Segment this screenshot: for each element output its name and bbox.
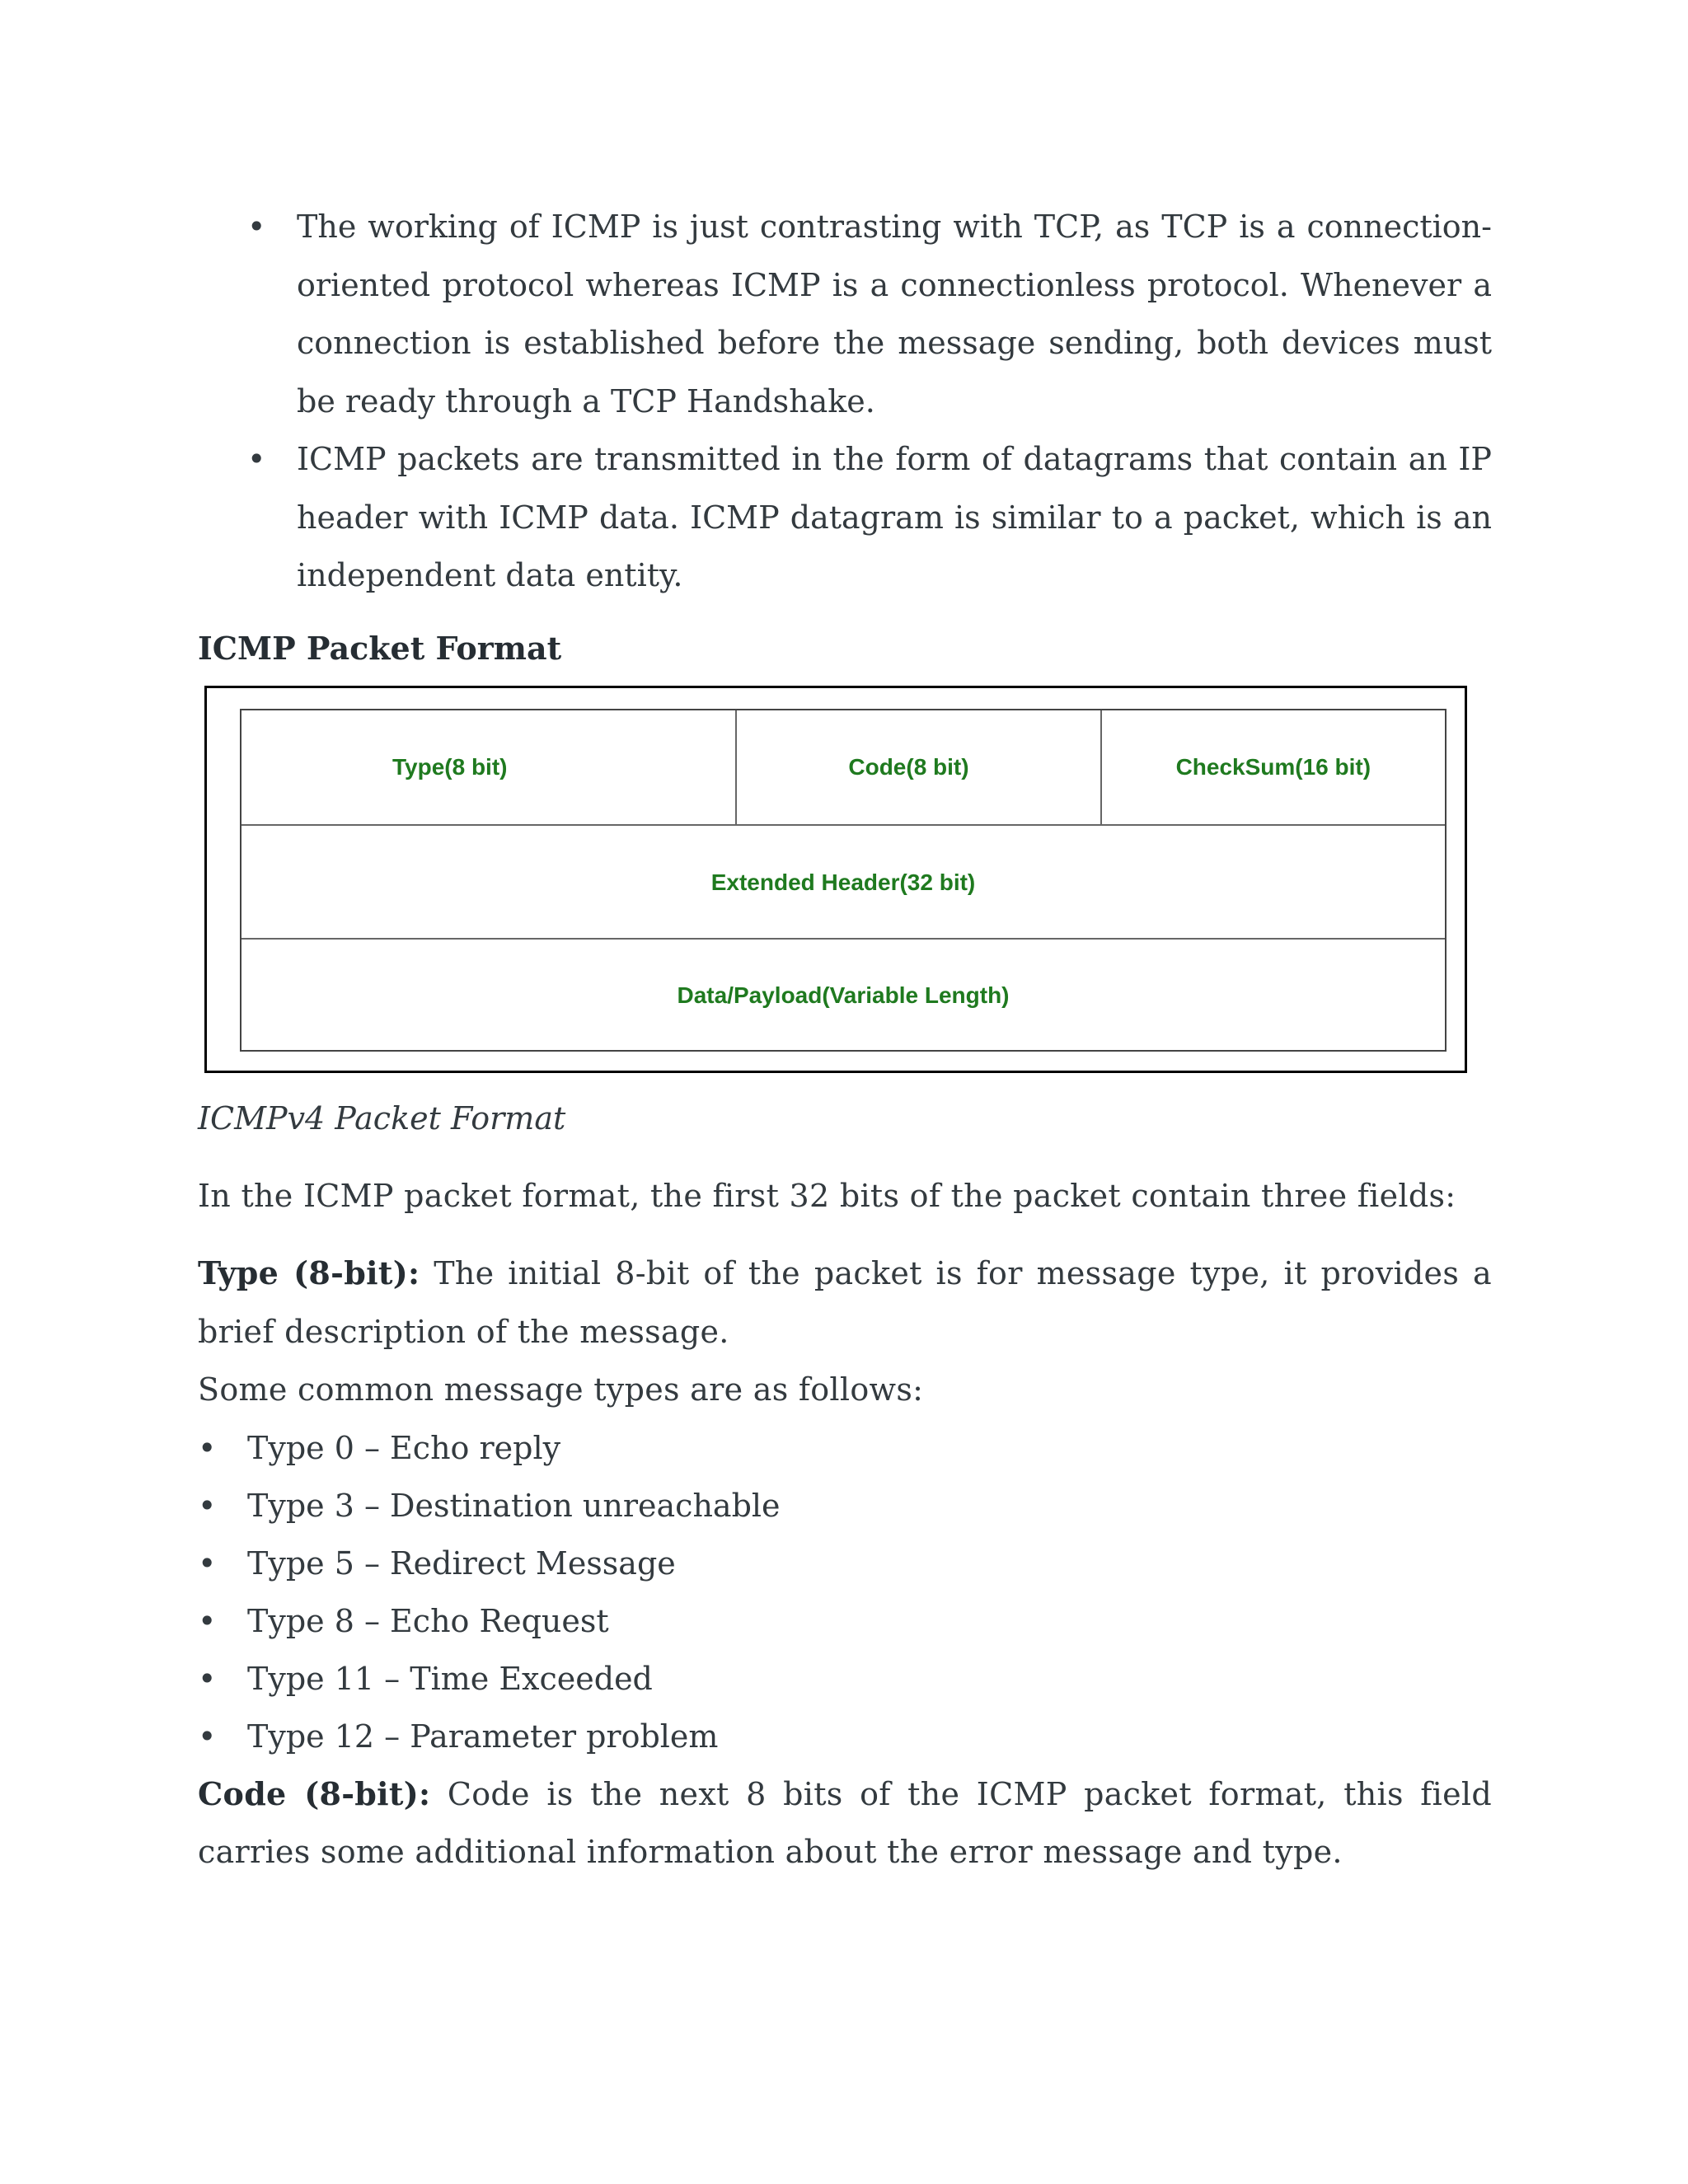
list-item	[198, 430, 1492, 605]
type-paragraph	[198, 1244, 1492, 1361]
bullet-icon: •	[247, 209, 266, 245]
message-type-text: Type 8 – Echo Request	[247, 1602, 609, 1639]
bullet-icon: •	[198, 1429, 217, 1466]
types-list-intro: Some common message types are as follows:	[198, 1371, 924, 1408]
list-item	[198, 1650, 1492, 1708]
type-field-cell: Type(8 bit)	[392, 753, 508, 780]
list-item	[198, 1592, 1492, 1650]
message-types-list	[198, 1419, 1492, 1765]
bullet-icon: •	[198, 1487, 217, 1524]
checksum-field-cell: CheckSum(16 bit)	[1100, 710, 1445, 824]
extended-header-cell: Extended Header(32 bit)	[710, 869, 976, 895]
code-field-cell: Code(8 bit)	[735, 710, 1100, 824]
bullet-icon: •	[247, 441, 266, 477]
message-type-text: Type 0 – Echo reply	[247, 1429, 561, 1466]
intro-bullet-list	[198, 198, 1492, 605]
payload-cell: Data/Payload(Variable Length)	[677, 982, 1010, 1008]
message-type-text: Type 11 – Time Exceeded	[247, 1660, 653, 1697]
intro-bullet-text: ICMP packets are transmitted in the form of datagrams that contain an IP header with ICMP data. ICMP datagram is similar to a packet, which is an independent data entity.	[297, 441, 1492, 593]
packet-format-figure	[204, 686, 1467, 1073]
type-label: Type (8-bit):	[198, 1254, 420, 1291]
code-description: Code is the next 8 bits of the ICMP packet format, this field carries some additional information about the error message and type.	[198, 1775, 1492, 1870]
bullet-icon: •	[198, 1718, 217, 1755]
packet-row-header-fields	[241, 710, 1445, 824]
list-item	[198, 1477, 1492, 1535]
packet-row-extended-header	[241, 824, 1445, 940]
figure-caption: ICMPv4 Packet Format	[198, 1099, 566, 1137]
code-label: Code (8-bit):	[198, 1774, 431, 1812]
list-item	[198, 1419, 1492, 1477]
document-content	[198, 198, 1492, 1882]
message-type-text: Type 3 – Destination unreachable	[247, 1487, 781, 1524]
intro-bullet-text: The working of ICMP is just contrasting with TCP, as TCP is a connection-oriented protocol whereas ICMP is a connectionless protocol. Whenever a connection is established before the message sending, both devices must be ready through a TCP Handshake.	[297, 209, 1492, 419]
list-item	[198, 1708, 1492, 1765]
packet-format-table	[240, 709, 1447, 1052]
bullet-icon: •	[198, 1544, 217, 1582]
paragraph-first32: In the ICMP packet format, the first 32 bits of the packet contain three fields:	[198, 1177, 1456, 1214]
code-paragraph	[198, 1765, 1492, 1882]
message-type-text: Type 12 – Parameter problem	[247, 1718, 719, 1755]
type-description: The initial 8-bit of the packet is for message type, it provides a brief description of the message.	[198, 1255, 1492, 1350]
bullet-icon: •	[198, 1660, 217, 1697]
packet-row-payload	[241, 938, 1445, 1052]
section-heading: ICMP Packet Format	[198, 629, 562, 667]
list-item	[198, 1535, 1492, 1592]
list-item	[198, 198, 1492, 430]
bullet-icon: •	[198, 1602, 217, 1639]
message-type-text: Type 5 – Redirect Message	[247, 1544, 676, 1582]
